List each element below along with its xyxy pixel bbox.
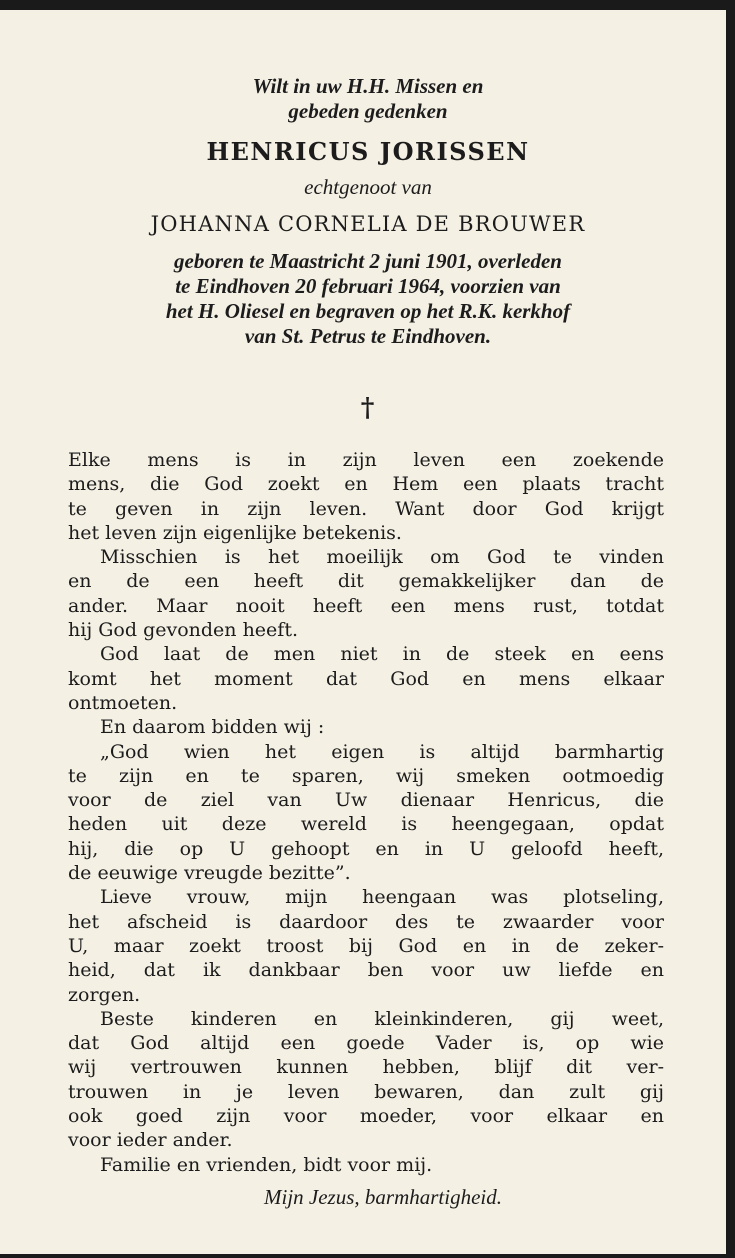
intro-text <box>70 74 666 124</box>
text-line: „God wien het eigen is altijd barmhartig <box>100 740 664 763</box>
bio-line: te Eindhoven 20 februari 1964, voorzien van <box>175 274 561 298</box>
text-line: heid, dat ik dankbaar ben voor uw liefde en <box>68 959 664 982</box>
bio-line: het H. Oliesel en begraven op het R.K. kerkhof <box>165 299 571 323</box>
intro-line: Wilt in uw H.H. Missen en <box>252 74 484 98</box>
spouse-of-label: echtgenoot van <box>304 175 432 199</box>
prayer-text <box>68 448 664 1209</box>
text-line: trouwen in je leven bewaren, dan zult gij <box>68 1080 664 1103</box>
text-line: Elke mens is in zijn leven een zoekende <box>68 449 664 471</box>
text-line: Misschien is het moeilijk om God te vinden <box>100 546 664 569</box>
text-line: hij God gevonden heeft. <box>68 619 298 642</box>
text-line: ontmoeten. <box>68 691 178 714</box>
text-line: hij, die op U gehoopt en in U geloofd heeft, <box>68 837 664 860</box>
text-line: Beste kinderen en kleinkinderen, gij weet, <box>100 1007 664 1030</box>
text-line: heden uit deze wereld is heengegaan, opdat <box>68 813 664 836</box>
text-line: dat God altijd een goede Vader is, op wie <box>68 1032 664 1055</box>
text-line: voor ieder ander. <box>68 1129 233 1152</box>
text-line: mens, die God zoekt en Hem een plaats tracht <box>68 473 664 496</box>
text-line: en de een heeft dit gemakkelijker dan de <box>68 570 664 593</box>
text-line: te zijn en te sparen, wij smeken ootmoedig <box>68 764 664 787</box>
text-line: zorgen. <box>68 983 141 1006</box>
intro-line: gebeden gedenken <box>288 99 448 123</box>
text-line: het leven zijn eigenlijke betekenis. <box>68 521 402 544</box>
text-line: ook goed zijn voor moeder, voor elkaar en <box>68 1105 664 1128</box>
text-line: wij vertrouwen kunnen hebben, blijf dit ver- <box>68 1056 664 1079</box>
text-line: te geven in zijn leven. Want door God krijgt <box>68 497 664 520</box>
deceased-name: HENRICUS JORISSEN <box>206 137 530 166</box>
text-line: U, maar zoekt troost bij God en in de zeker- <box>68 934 664 957</box>
bio-line: geboren te Maastricht 2 juni 1901, overleden <box>174 249 562 273</box>
text-line: voor de ziel van Uw dienaar Henricus, die <box>68 789 664 812</box>
spouse-name: JOHANNA CORNELIA DE BROUWER <box>150 212 586 236</box>
text-line: de eeuwige vreugde bezitte”. <box>68 862 351 885</box>
text-line: Lieve vrouw, mijn heengaan was plotseling, <box>100 886 664 909</box>
memorial-card <box>0 10 726 1254</box>
text-line: het afscheid is daardoor des te zwaarder voor <box>68 910 664 933</box>
text-line: God laat de men niet in de steek en eens <box>100 643 664 666</box>
text-line: En daarom bidden wij : <box>100 716 325 739</box>
card-header <box>70 74 666 349</box>
closing-prayer: Mijn Jezus, barmhartigheid. <box>264 1184 502 1209</box>
text-line: Familie en vrienden, bidt voor mij. <box>100 1153 433 1176</box>
cross-icon: † <box>360 393 375 423</box>
text-line: komt het moment dat God en mens elkaar <box>68 667 664 690</box>
text-line: ander. Maar nooit heeft een mens rust, totdat <box>68 594 664 617</box>
biography <box>70 249 666 349</box>
bio-line: van St. Petrus te Eindhoven. <box>244 324 492 348</box>
